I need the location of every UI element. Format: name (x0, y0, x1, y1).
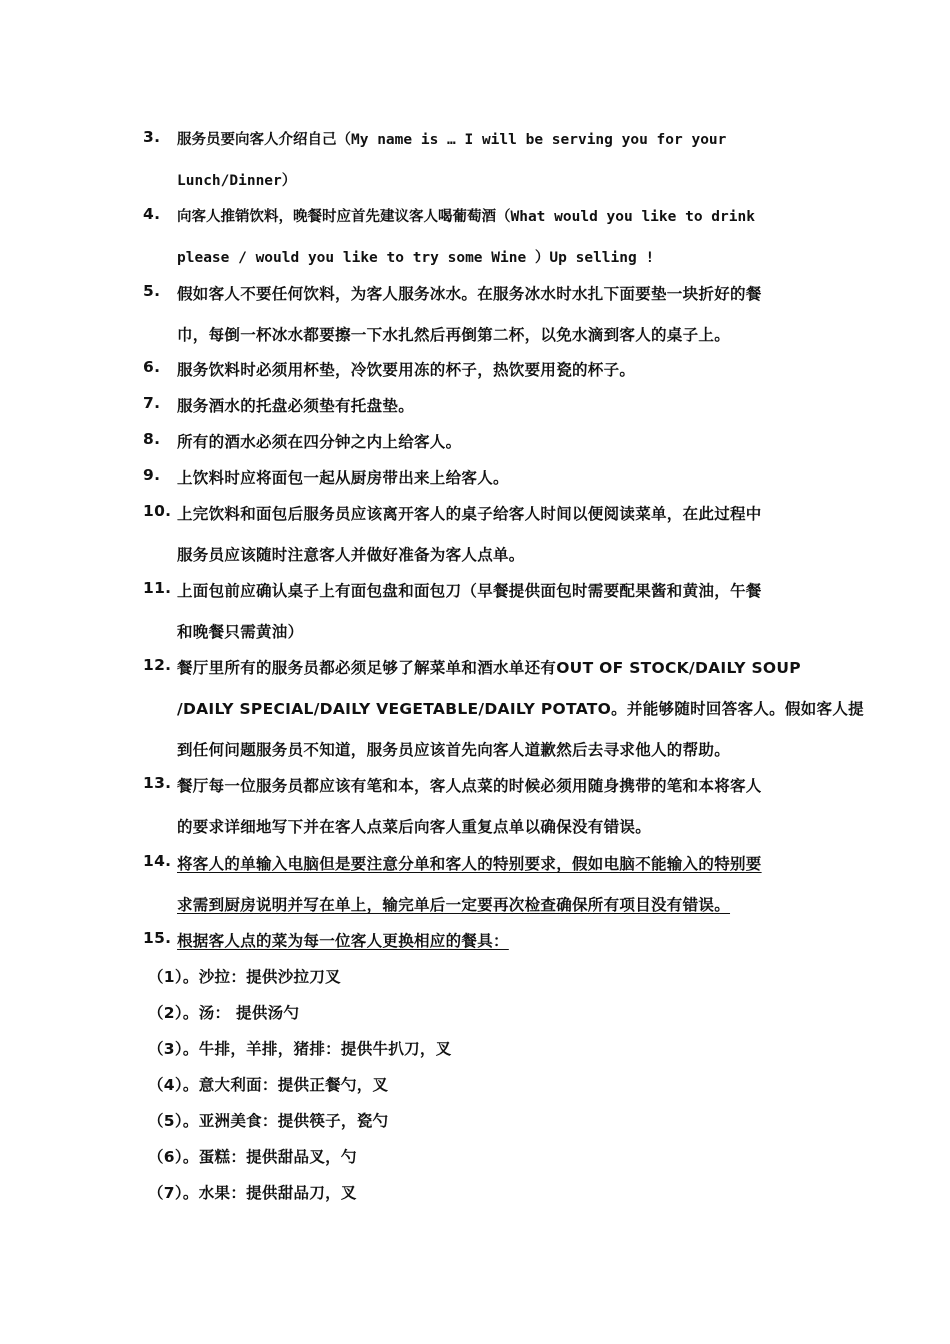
item-text-line: 到任何问题服务员不知道，服务员应该首先向客人道歉然后去寻求他人的帮助。 (177, 741, 731, 759)
item-text-line: 餐厅每一位服务员都应该有笔和本，客人点菜的时候必须用随身携带的笔和本将客人 (177, 777, 762, 795)
item-number: 3. (143, 128, 161, 146)
sub-list-item: （2）。汤： 提供汤勺 (148, 1004, 300, 1022)
item-number: 13. (143, 774, 172, 792)
item-text-line: 上面包前应确认桌子上有面包盘和面包刀（早餐提供面包时需要配果酱和黄油，午餐 (177, 582, 762, 600)
item-text-line: 巾，每倒一杯冰水都要擦一下水扎然后再倒第二杯，以免水滴到客人的桌子上。 (177, 326, 731, 344)
item-number: 12. (143, 656, 172, 674)
sub-list-item: （6）。蛋糕：提供甜品叉，勺 (148, 1148, 357, 1166)
item-number: 15. (143, 929, 172, 947)
item-number: 6. (143, 358, 161, 376)
item-text-line: 假如客人不要任何饮料，为客人服务冰水。在服务冰水时水扎下面要垫一块折好的餐 (177, 285, 762, 303)
item-text-line: 根据客人点的菜为每一位客人更换相应的餐具： (177, 932, 509, 950)
item-text-line: 服务酒水的托盘必须垫有托盘垫。 (177, 397, 415, 415)
item-text-line: 的要求详细地写下并在客人点菜后向客人重复点单以确保没有错误。 (177, 818, 652, 836)
item-text-line: 将客人的单输入电脑但是要注意分单和客人的特别要求，假如电脑不能输入的特别要 (177, 855, 762, 873)
item-number: 14. (143, 852, 172, 870)
item-text-line: Lunch/Dinner） (177, 173, 297, 189)
item-text-line: please / would you like to try some Wine ）Up selling ! (177, 250, 655, 266)
item-text-line: 上完饮料和面包后服务员应该离开客人的桌子给客人时间以便阅读菜单，在此过程中 (177, 505, 762, 523)
item-number: 7. (143, 394, 161, 412)
item-number: 8. (143, 430, 161, 448)
item-text-line: 所有的酒水必须在四分钟之内上给客人。 (177, 433, 462, 451)
item-text-line: 上饮料时应将面包一起从厨房带出来上给客人。 (177, 469, 509, 487)
sub-list-item: （7）。水果：提供甜品刀，叉 (148, 1184, 357, 1202)
item-number: 5. (143, 282, 161, 300)
item-text-line: 求需到厨房说明并写在单上，输完单后一定要再次检查确保所有项目没有错误。 (177, 896, 731, 914)
item-number: 4. (143, 205, 161, 223)
item-text-line: 和晚餐只需黄油） (177, 623, 304, 641)
item-text-line: 服务饮料时必须用杯垫，冷饮要用冻的杯子，热饮要用瓷的杯子。 (177, 361, 636, 379)
item-number: 11. (143, 579, 172, 597)
item-text-line: 餐厅里所有的服务员都必须足够了解菜单和酒水单还有OUT OF STOCK/DAILY SOUP (177, 659, 801, 677)
item-text-line: 向客人推销饮料，晚餐时应首先建议客人喝葡萄酒（What would you like to drink (177, 209, 755, 225)
item-number: 10. (143, 502, 172, 520)
item-text-line: 服务员应该随时注意客人并做好准备为客人点单。 (177, 546, 525, 564)
sub-list-item: （1）。沙拉：提供沙拉刀叉 (148, 968, 341, 986)
sub-list-item: （3）。牛排，羊排，猪排：提供牛扒刀，叉 (148, 1040, 452, 1058)
item-text-line: 服务员要向客人介绍自己（My name is … I will be serving you for your (177, 132, 727, 148)
item-text-line: /DAILY SPECIAL/DAILY VEGETABLE/DAILY POTATO。并能够随时回答客人。假如客人提 (177, 700, 864, 718)
sub-list-item: （5）。亚洲美食：提供筷子，瓷勺 (148, 1112, 389, 1130)
item-number: 9. (143, 466, 161, 484)
sub-list-item: （4）。意大利面：提供正餐勺，叉 (148, 1076, 389, 1094)
